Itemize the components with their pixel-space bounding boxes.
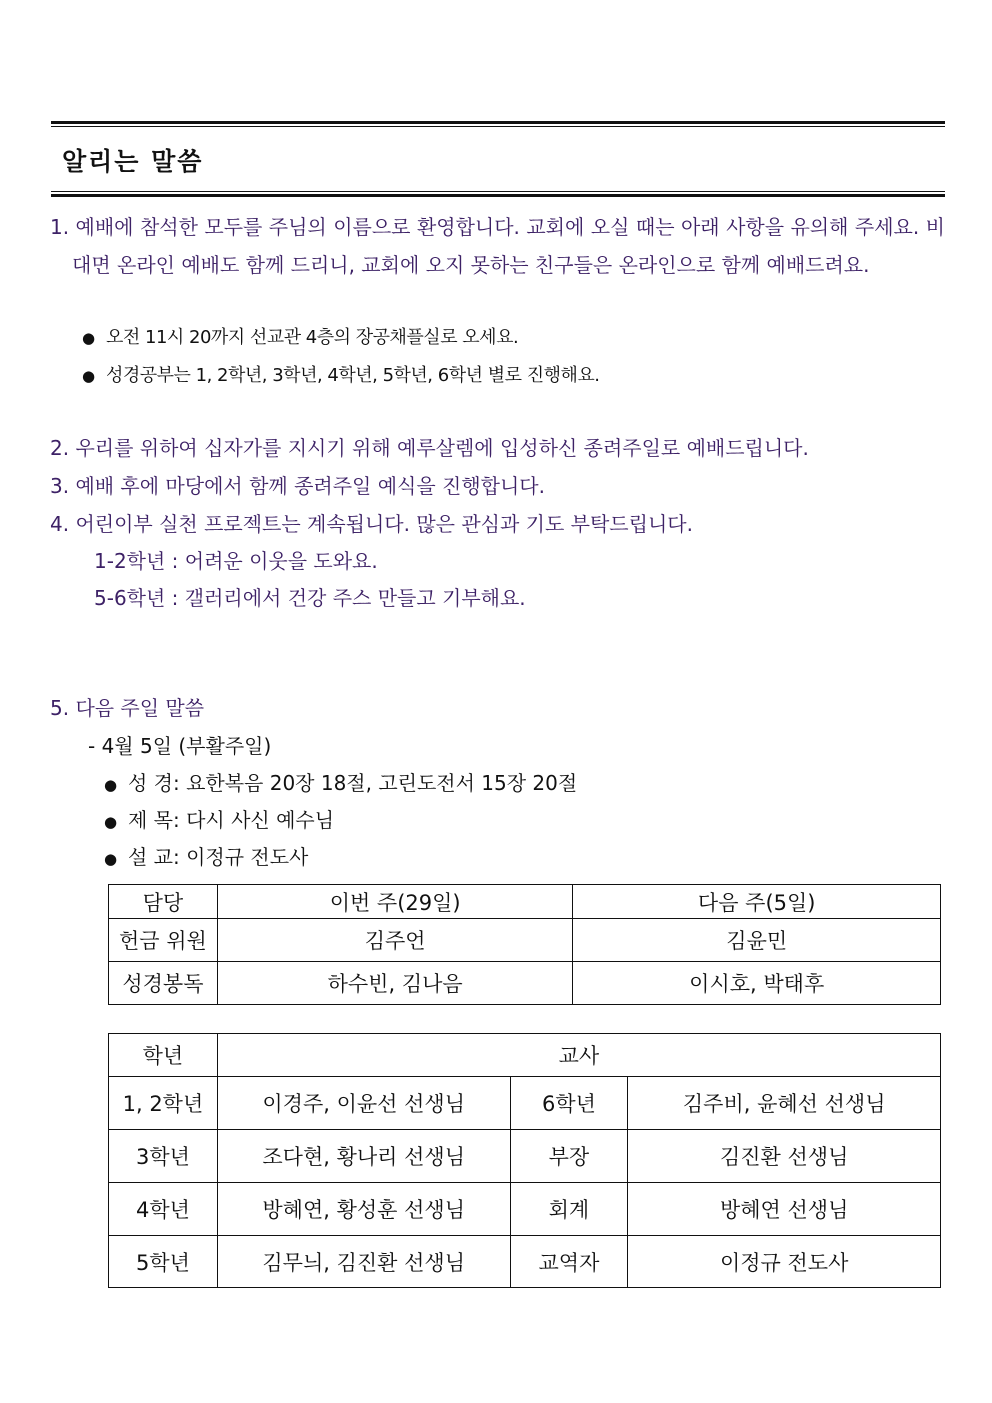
notice-item-2: 2. 우리를 위하여 십자가를 지시기 위해 예루살렘에 입성하신 종려주일로 예배드립니다. [50,436,809,460]
table-cell: 헌금 위원 [109,919,218,962]
heading-rule [51,191,945,197]
table-cell: 5학년 [109,1236,218,1288]
table-cell: 조다현, 황나리 선생님 [217,1130,510,1183]
sermon-title-line: ● 제 목: 다시 사신 예수님 [104,804,334,833]
table-cell: 이경주, 이윤선 선생님 [217,1077,510,1130]
notice-item-1: 1. 예배에 참석한 모두를 주님의 이름으로 환영합니다. 교회에 오실 때는 아래 사항을 유의해 주세요. 비대면 온라인 예배도 함께 드리니, 교회에 오지 못하는 친구들은 온라인으로 함께 예배드려요. [50,215,945,277]
table-cell: 방혜연, 황성훈 선생님 [217,1183,510,1236]
table-cell: 3학년 [109,1130,218,1183]
table-cell: 부장 [510,1130,628,1183]
table-cell: 김무늬, 김진환 선생님 [217,1236,510,1288]
notice-bullet: ● 오전 11시 20까지 선교관 4층의 장공채플실로 오세요. [82,323,518,349]
notice-item-5: 5. 다음 주일 말씀 [50,696,205,720]
table-cell: 성경봉독 [109,962,218,1005]
table-cell: 김윤민 [573,919,941,962]
table-header-cell: 다음 주(5일) [573,885,941,919]
project-grade-5-6: 5-6학년 : 갤러리에서 건강 주스 만들고 기부해요. [94,586,526,610]
table-row [109,1236,941,1288]
top-rule [51,121,945,127]
preacher-line: ● 설 교: 이정규 전도사 [104,841,308,870]
table-row [109,1077,941,1130]
table-header-cell: 교사 [217,1034,940,1077]
table-row [109,1183,941,1236]
table-cell: 이정규 전도사 [628,1236,941,1288]
scripture-line: ● 성 경: 요한복음 20장 18절, 고린도전서 15장 20절 [104,767,577,796]
table-cell: 방혜연 선생님 [628,1183,941,1236]
table-row [109,962,941,1005]
table-cell: 김주비, 윤혜선 선생님 [628,1077,941,1130]
teacher-table [108,1033,941,1288]
notice-item-4: 4. 어린이부 실천 프로젝트는 계속됩니다. 많은 관심과 기도 부탁드립니다. [50,512,693,536]
table-header-cell: 학년 [109,1034,218,1077]
table-cell: 교역자 [510,1236,628,1288]
table-row [109,1130,941,1183]
table-cell: 이시호, 박태후 [573,962,941,1005]
table-header-cell: 이번 주(29일) [217,885,573,919]
table-cell: 김주언 [217,919,573,962]
table-header-cell: 담당 [109,885,218,919]
table-row [109,919,941,962]
table-row [109,1034,941,1077]
page-title: 알리는 말씀 [62,147,204,176]
notice-item-3: 3. 예배 후에 마당에서 함께 종려주일 예식을 진행합니다. [50,474,545,498]
table-cell: 하수빈, 김나음 [217,962,573,1005]
table-cell: 회계 [510,1183,628,1236]
next-sunday-date: - 4월 5일 (부활주일) [88,734,272,758]
notice-bullet: ● 성경공부는 1, 2학년, 3학년, 4학년, 5학년, 6학년 별로 진행해요. [82,361,599,387]
table-cell: 4학년 [109,1183,218,1236]
table-row [109,885,941,919]
table-cell: 김진환 선생님 [628,1130,941,1183]
table-cell: 1, 2학년 [109,1077,218,1130]
table-cell: 6학년 [510,1077,628,1130]
project-grade-1-2: 1-2학년 : 어려운 이웃을 도와요. [94,549,378,573]
duty-table [108,884,941,1005]
